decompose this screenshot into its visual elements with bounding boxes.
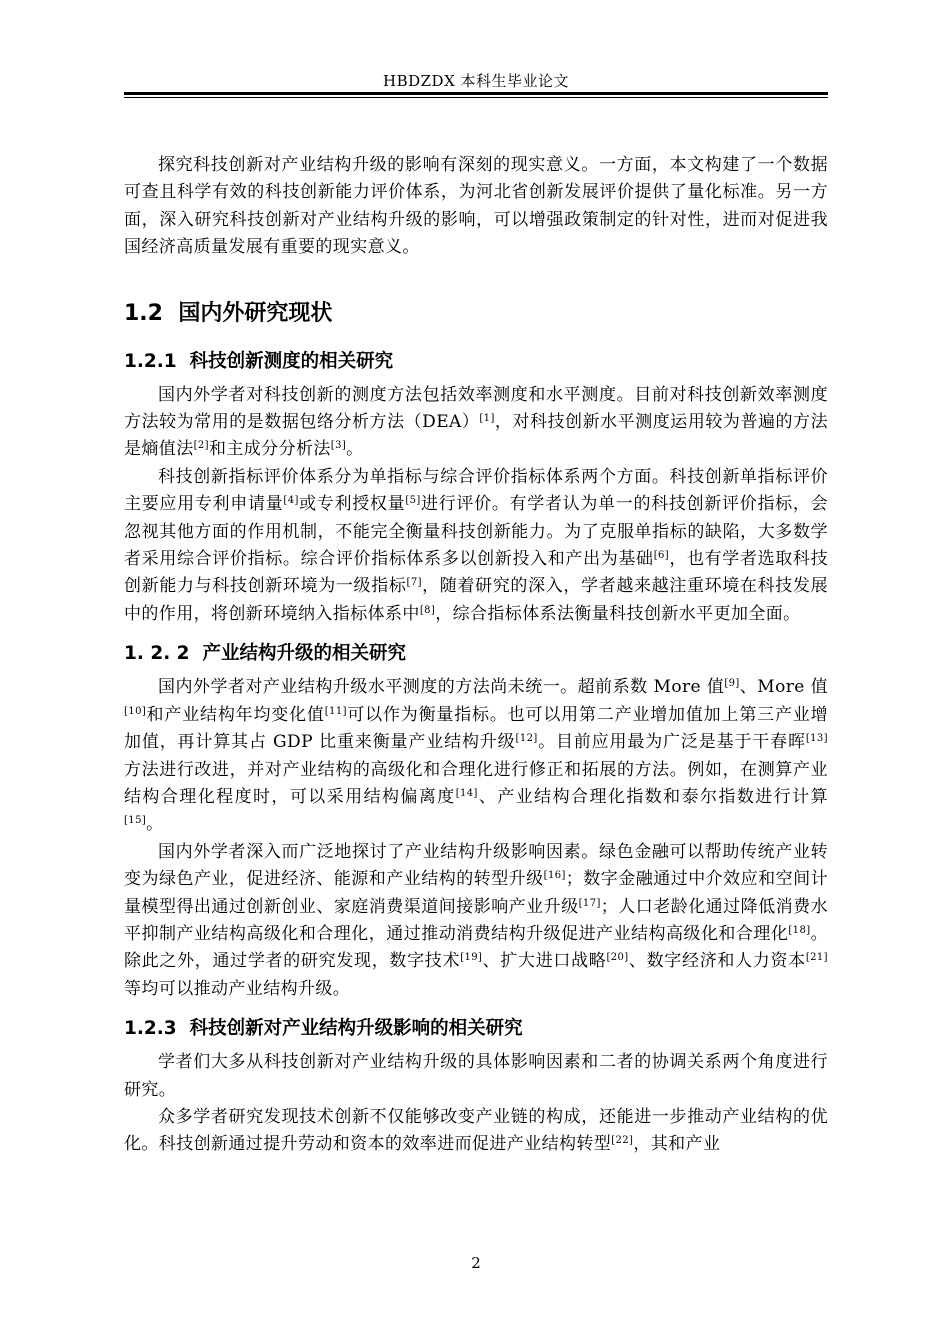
header-rule-thick [124, 92, 828, 95]
citation-ref: [9] [724, 678, 740, 690]
citation-ref: [15] [124, 815, 147, 827]
paragraph-tech-innovation-effects: 众多学者研究发现技术创新不仅能够改变产业链的构成，还能进一步推动产业结构的优化。科技创新通过提升劳动和资本的效率进而促进产业结构转型[22]，其和产业 [124, 1106, 828, 1155]
citation-ref: [22] [611, 1135, 634, 1147]
paragraph-measurement-methods: 国内外学者对科技创新的测度方法包括效率测度和水平测度。目前对科技创新效率测度方法较为常用的是数据包络分析方法（DEA）[1]，对科技创新水平测度运用较为普遍的方法是熵值法[2]和主成分分析法[3]。 [124, 384, 828, 460]
paragraph-upgrade-measurement: 国内外学者对产业结构升级水平测度的方法尚未统一。超前系数 More 值[9]、More 值[10]和产业结构年均变化值[11]可以作为衡量指标。也可以用第二产业增加值加上第三产业增加值，再计算其占 GDP 比重来衡量产业结构升级[12]。目前应用最为广泛是基于干春晖[13]方法进行改进，并对产业结构的高级化和合理化进行修正和拓展的方法。例如，在测算产业结构合理化程度时，可以采用结构偏离度[14]、产业结构合理化指数和泰尔指数进行计算[15]。 [124, 677, 828, 835]
citation-ref: [14] [455, 787, 478, 799]
citation-ref: [18] [788, 924, 811, 936]
citation-ref: [5] [405, 495, 421, 507]
running-header: HBDZDX 本科生毕业论文 [382, 72, 570, 90]
subsection-heading-1-2-1 [124, 344, 828, 380]
citation-ref: [4] [283, 495, 299, 507]
header-rule-thin [124, 97, 828, 98]
page-body [124, 152, 828, 1159]
citation-ref: [17] [578, 897, 601, 909]
subsection-heading-1-2-2 [124, 636, 828, 672]
citation-ref: [21] [805, 952, 828, 964]
subsection-title: 产业结构升级的相关研究 [202, 643, 406, 665]
citation-ref: [10] [124, 705, 147, 717]
citation-ref: [2] [193, 440, 209, 452]
citation-ref: [1] [479, 413, 495, 425]
subsection-heading-1-2-3 [124, 1011, 828, 1047]
section-heading-1-2 [124, 294, 828, 334]
citation-ref: [6] [653, 550, 670, 562]
paragraph-index-system: 科技创新指标评价体系分为单指标与综合评价指标体系两个方面。科技创新单指标评价主要应用专利申请量[4]或专利授权量[5]进行评价。有学者认为单一的科技创新评价指标，会忽视其他方面的作用机制，不能完全衡量科技创新能力。为了克服单指标的缺陷，大多数学者采用综合评价指标。综合评价指标体系多以创新投入和产出为基础[6]，也有学者选取科技创新能力与科技创新环境为一级指标[7]，随着研究的深入，学者越来越注重环境在科技发展中的作用，将创新环境纳入指标体系中[8]，综合指标体系法衡量科技创新水平更加全面。 [124, 466, 828, 624]
citation-ref: [11] [324, 705, 347, 717]
subsection-title: 科技创新对产业结构升级影响的相关研究 [189, 1018, 523, 1040]
citation-ref: [16] [543, 870, 566, 882]
section-title: 国内外研究现状 [178, 300, 333, 326]
citation-ref: [13] [805, 733, 828, 745]
subsection-title: 科技创新测度的相关研究 [189, 350, 394, 372]
paragraph-upgrade-factors: 国内外学者深入而广泛地探讨了产业结构升级影响因素。绿色金融可以帮助传统产业转变为绿色产业，促进经济、能源和产业结构的转型升级[16]；数字金融通过中介效应和空间计量模型得出通过创新创业、家庭消费渠道间接影响产业升级[17]；人口老龄化通过降低消费水平抑制产业结构高级化和合理化，通过推动消费结构升级促进产业结构高级化和合理化[18]。除此之外，通过学者的研究发现，数字技术[19]、扩大进口战略[20]、数字经济和人力资本[21]等均可以推动产业结构升级。 [124, 841, 828, 999]
citation-ref: [7] [406, 577, 422, 589]
citation-ref: [20] [606, 952, 629, 964]
subsection-number: 1.2.3 [124, 1018, 177, 1040]
citation-ref: [8] [419, 604, 436, 616]
paragraph-research-angles: 学者们大多从科技创新对产业结构升级的具体影响因素和二者的协调关系两个角度进行研究。 [124, 1052, 828, 1100]
page-number: 2 [471, 1254, 481, 1272]
intro-paragraph: 探究科技创新对产业结构升级的影响有深刻的现实意义。一方面，本文构建了一个数据可查且科学有效的科技创新能力评价体系，为河北省创新发展评价提供了量化标准。另一方面，深入研究科技创新对产业结构升级的影响，可以增强政策制定的针对性，进而对促进我国经济高质量发展有重要的现实意义。 [124, 155, 828, 258]
citation-ref: [12] [515, 733, 538, 745]
citation-ref: [3] [330, 440, 347, 452]
section-number: 1.2 [124, 300, 163, 326]
citation-ref: [19] [460, 952, 483, 964]
subsection-number: 1. 2. 2 [124, 643, 190, 665]
subsection-number: 1.2.1 [124, 350, 177, 372]
